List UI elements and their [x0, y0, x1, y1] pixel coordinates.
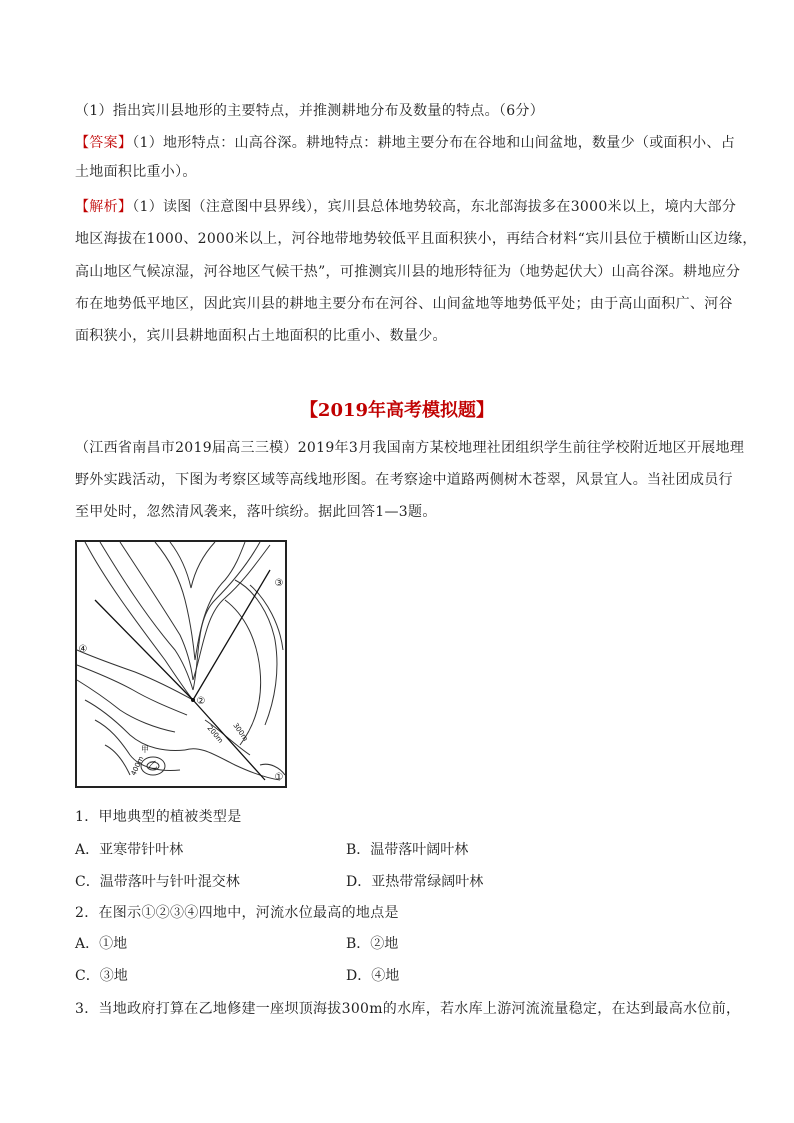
question-2-option-c[interactable]: C．③地 — [75, 968, 128, 984]
q1-analysis-line-3: 高山地区气候凉湿，河谷地区气候干热”，可推测宾川县的地形特征为（地势起伏大）山高谷深。耕地应分 — [75, 264, 741, 280]
q1-question: （1）指出宾川县地形的主要特点，并推测耕地分布及数量的特点。（6分） — [75, 103, 545, 119]
answer-tag: 【答案】 — [75, 135, 133, 151]
q1-answer-line-1 — [75, 133, 736, 153]
q1-answer-line-2: 土地面积比重小）。 — [75, 164, 197, 180]
intro-line-1: （江西省南昌市2019届高三三模）2019年3月我国南方某校地理社团组织学生前往学校附近地区开展地理 — [75, 440, 745, 456]
question-1-option-d[interactable]: D．亚热带常绿阔叶林 — [346, 874, 484, 890]
question-1-option-b[interactable]: B．温带落叶阔叶林 — [346, 842, 469, 858]
map-label-400m: 400m — [129, 755, 146, 777]
q1-analysis-line-1 — [75, 197, 737, 217]
q1-analysis-line-2: 地区海拔在1000、2000米以上，河谷地带地势较低平且面积狭小，再结合材料“宾川县位于横断山区边缘， — [75, 231, 757, 247]
question-1-option-a[interactable]: A．亚寒带针叶林 — [75, 842, 184, 858]
q1-analysis-line-5: 面积狭小，宾川县耕地面积占土地面积的比重小、数量少。 — [75, 328, 447, 344]
intro-line-2: 野外实践活动，下图为考察区域等高线地形图。在考察途中道路两侧树木苍翠，风景宜人。当社团成员行 — [75, 472, 733, 488]
analysis-text-1: （1）读图（注意图中县界线），宾川县总体地势较高，东北部海拔多在3000米以上，境内大部分 — [132, 199, 737, 215]
map-marker-1: ① — [274, 772, 284, 783]
question-2-option-b[interactable]: B．②地 — [346, 936, 399, 952]
point-jia-dot — [191, 698, 195, 702]
map-marker-4: ④ — [78, 644, 88, 655]
section-title: 【2019年高考模拟题】 — [299, 400, 495, 421]
question-2-option-a[interactable]: A．①地 — [75, 936, 128, 952]
map-label-jia: 甲 — [141, 745, 149, 754]
question-1-option-c[interactable]: C．温带落叶与针叶混交林 — [75, 874, 240, 890]
analysis-tag: 【解析】 — [75, 199, 133, 215]
question-1-stem: 1．甲地典型的植被类型是 — [75, 809, 242, 825]
contour-map — [75, 540, 287, 788]
map-marker-2: ② — [196, 696, 206, 707]
map-label-200m: 200m — [205, 724, 225, 745]
question-3-stem: 3．当地政府打算在乙地修建一座坝顶海拔300m的水库，若水库上游河流流量稳定，在达到最高水位前， — [75, 1001, 741, 1017]
question-2-option-d[interactable]: D．④地 — [346, 968, 400, 984]
map-marker-3: ③ — [274, 578, 284, 589]
intro-line-3: 至甲处时，忽然清风袭来，落叶缤纷。据此回答1—3题。 — [75, 504, 437, 520]
answer-text-1: （1）地形特点：山高谷深。耕地特点：耕地主要分布在谷地和山间盆地，数量少（或面积小、占 — [132, 135, 736, 151]
question-2-stem: 2．在图示①②③④四地中，河流水位最高的地点是 — [75, 905, 399, 921]
map-label-300m: 300m — [231, 721, 250, 743]
map-label-yi: 乙 — [148, 761, 158, 771]
q1-analysis-line-4: 布在地势低平地区，因此宾川县的耕地主要分布在河谷、山间盆地等地势低平处；由于高山面积广、河谷 — [75, 296, 733, 312]
